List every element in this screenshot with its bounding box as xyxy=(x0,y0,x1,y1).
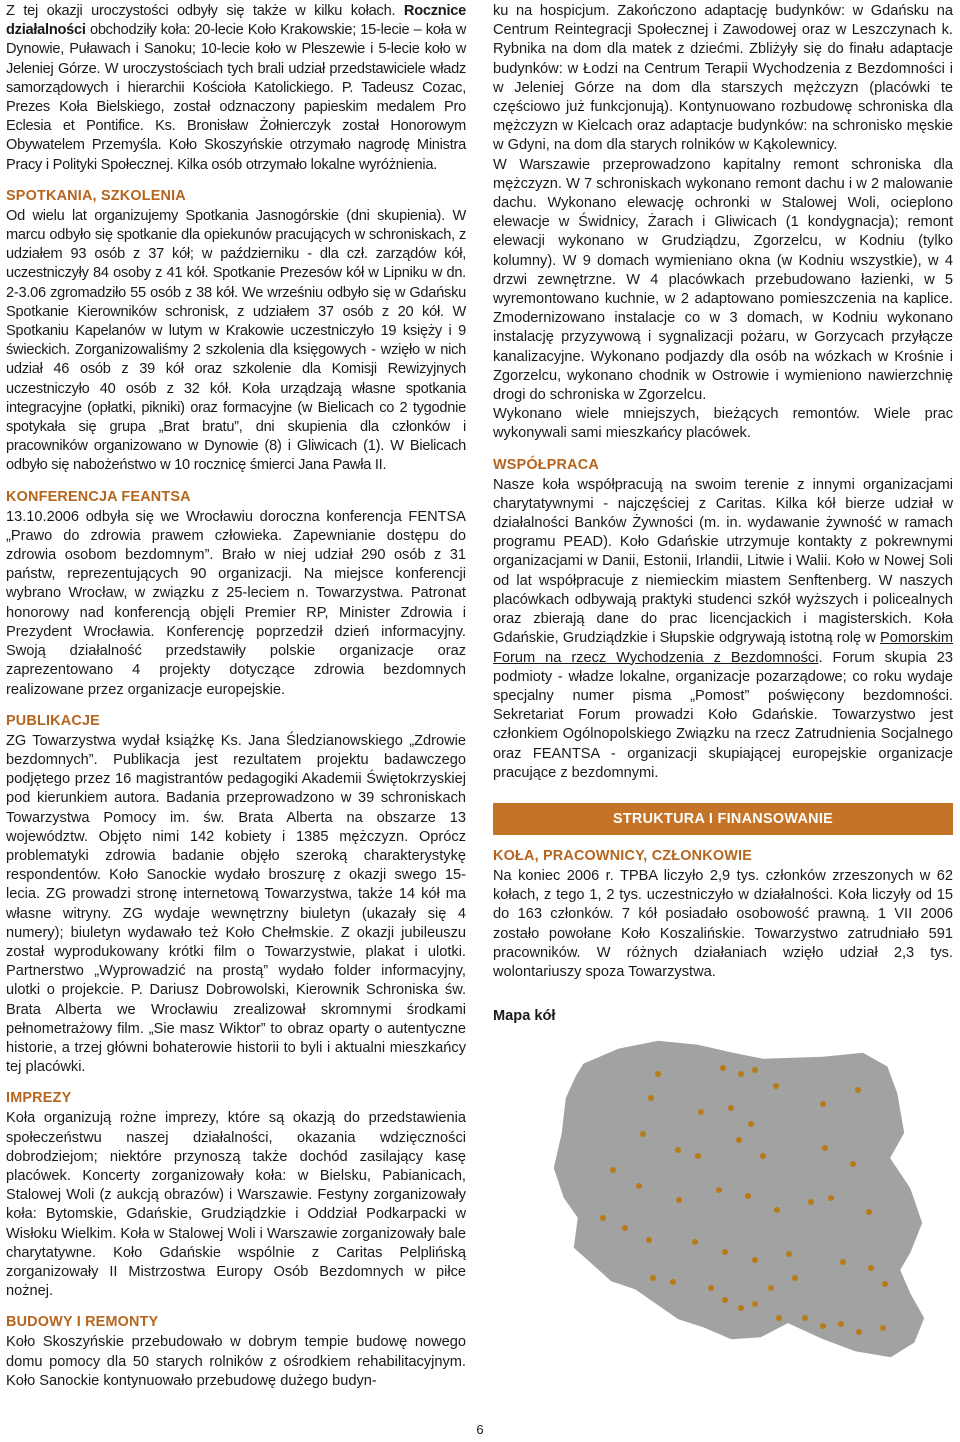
imprezy-paragraph: Koła organizują rożne imprezy, które są okazją do przedstawienia społeczeństwu naszej działalności, okazania wdzięczności dobrodziejom; niektóre przynoszą także dochód zasilający kasę placówek. Koncerty zorganizowały koła: w Bielsku, Pabianicach, Stalowej Woli (z aukcją obrazów) i Warszawie. Festyny zorganizowały koła: Bytomskie, Gdańskie, Grudziądzkie i Oddział Podkarpacki w Wisłoku Wielkim. Koła w Stalowej Woli i Warszawie zorganizowały bale charytatywne. Koło Gdańskie wspólnie z Caritas Pelplińską zorganizowały II Mistrzostwa Europy Osób Bezdomnych w piłce nożnej. xyxy=(6,1110,466,1300)
kolo-location-dot xyxy=(648,1095,654,1101)
kolo-location-dot xyxy=(708,1285,714,1291)
kolo-location-dot xyxy=(850,1161,856,1167)
kolo-location-dot xyxy=(716,1187,722,1193)
poland-map xyxy=(493,1038,953,1368)
budowy-paragraph-continued: ku na hospicjum. Zakończono adaptację budynków: w Gdańsku na Centrum Reintegracji Społecznej i Zawodowej oraz w Leszczynach k. Rybnika na dom dla matek z dziećmi. Zbliżyły się do finału adaptacje budynków: w Łodzi na Centrum Terapii Wychodzenia z Bezdomności i w Jeleniej Górze na dom dla starszych mężczyzn (placówki te częściowo już funkcjonują). Kontynuowano rozbudowę schroniska dla mężczyzn w Kielcach oraz adaptacje budynków: na schronisko męskie w Gdyni, na dom dla starych rolników w Kąkolewnicy. xyxy=(493,3,953,154)
section-heading-spotkania: SPOTKANIA, SZKOLENIA xyxy=(6,187,186,204)
kolo-location-dot xyxy=(882,1281,888,1287)
kolo-location-dot xyxy=(622,1225,628,1231)
kolo-location-dot xyxy=(752,1067,758,1073)
kolo-location-dot xyxy=(828,1195,834,1201)
left-column xyxy=(6,2,466,1391)
kolo-location-dot xyxy=(738,1305,744,1311)
section-heading-feantsa: KONFERENCJA FEANTSA xyxy=(6,488,191,505)
kolo-location-dot xyxy=(820,1323,826,1329)
kolo-location-dot xyxy=(695,1153,701,1159)
feantsa-paragraph: 13.10.2006 odbyła się we Wrocławiu doroczna konferencja FENTSA „Prawo do zdrowia prawem człowieka. Zapewnianie dostępu do zdrowia osobom bezdomnym”. Brało w niej udział 290 osób z 31 państw, reprezentujących 90 organizacji. Na miejsce konferencji wybrano Wrocław, w związku z 25-leciem n. Towarzystwa. Patronat honorowy nad konferencją objęli Premier RP, Minister Zdrowia i Prezydent Wrocławia. Konferencję poprzedził dzień informacyjny. Swoją działalność przedstawiły polskie organizacje oraz zaprezentowano 4 projekty dotyczące zdrowia bezdomnych realizowane przez organizacje europejskie. xyxy=(6,508,466,698)
kolo-location-dot xyxy=(722,1297,728,1303)
section-heading-wspolpraca: WSPÓŁPRACA xyxy=(493,456,599,473)
kolo-location-dot xyxy=(776,1315,782,1321)
budowy-paragraph-mniejsze: Wykonano wiele mniejszych, bieżących remontów. Wiele prac wykonywali sami mieszkańcy placówek. xyxy=(493,406,953,442)
kolo-location-dot xyxy=(880,1325,886,1331)
kolo-location-dot xyxy=(610,1167,616,1173)
kolo-location-dot xyxy=(646,1237,652,1243)
section-heading-kola: KOŁA, PRACOWNICY, CZŁONKOWIE xyxy=(493,847,753,864)
kolo-location-dot xyxy=(822,1145,828,1151)
kolo-location-dot xyxy=(752,1257,758,1263)
kolo-location-dot xyxy=(838,1321,844,1327)
kolo-location-dot xyxy=(736,1137,742,1143)
kolo-location-dot xyxy=(774,1207,780,1213)
kolo-location-dot xyxy=(752,1301,758,1307)
budowy-paragraph-warszawa: W Warszawie przeprowadzono kapitalny remont schroniska dla mężczyzn. W 7 schroniskach wykonano remont dachu i w 2 malowanie dachu. Wykonano elewację ochronki w Stalowej Woli, ocieplono elewacje w Świdnicy, Żarach i Gliwicach (1 kondygnacja); remont elewacji wykonano w Grudziądzu, Zgorzelcu, w Kodniu (tylko kolumny). W 9 domach wymieniano okna (w Kodniu wszystkie), w 4 drzwi zewnętrzne. W 4 placówkach przebudowano łazienki, w 5 wyremontowano kuchnie, w 2 adaptowano pomieszczenia na kaplice. Zmodernizowano instalacje co w 3 domach, w Kodniu wykonano instalację przyzywową i sygnalizacji pożaru, w Gorzycach przyłącze kanalizacyjne. Wykonano podjazdy dla osób na wózkach w Krośnie i Zgorzelcu, wykonano chodnik w Ostrowie i wymieniono nawierzchnię drogi do schroniska w Zgorzelcu. xyxy=(493,156,953,404)
publikacje-paragraph: ZG Towarzystwa wydał książkę Ks. Jana Śledzianowskiego „Zdrowie bezdomnych”. Publikacja jest rezultatem projektu badawczego podjętego przez 16 magistrantów pedagogiki Akademii Świętokrzyskiej pod kierunkiem autora. Badania przeprowadzono w 39 schroniskach Towarzystwa Pomocy im. św. Brata Alberta na obszarze 13 województw. Objęto nimi 142 kobiety i 1385 mężczyzn. Oprócz problematyki zdrowia badanie objęło szeroką charakterystykę respondentów. Koło Sanockie wydało broszurę z okazji swego 15-lecia. ZG prowadzi stronę internetową Towarzystwa, także 14 kół ma własne witryny. ZG wydaje wewnętrzny biuletyn (ukazały się 4 numery); biuletyn wydawało też Koło Chełmskie. Z okazji jubileuszu został wyprodukowany krótki film o Towarzystwie, plakat i ulotki. Partnerstwo „Wyprowadzić na prostą” wydało folder informacyjny, ulotki o projekcie. P. Dariusz Dobrowolski, Kierownik Schroniska św. Brata Alberta we Wrocławiu zrealizował skromnymi środkami pełnometrażowy film. „Sie masz Wiktor” to obraz oparty o autentyczne historie, a trzej główni bohaterowie historii to byli i aktualni mieszkańcy tej placówki. xyxy=(6,732,466,1076)
kolo-location-dot xyxy=(692,1239,698,1245)
section-banner-struktura: STRUKTURA I FINANSOWANIE xyxy=(493,803,953,835)
kolo-location-dot xyxy=(866,1209,872,1215)
kolo-location-dot xyxy=(748,1121,754,1127)
map-title: Mapa kół xyxy=(493,1008,556,1025)
kolo-location-dot xyxy=(676,1197,682,1203)
kolo-location-dot xyxy=(675,1147,681,1153)
kolo-location-dot xyxy=(636,1183,642,1189)
intro-bold: Rocznice działalności xyxy=(6,3,466,39)
kolo-location-dot xyxy=(640,1131,646,1137)
kolo-location-dot xyxy=(760,1153,766,1159)
kolo-location-dot xyxy=(720,1065,726,1071)
wspolpraca-paragraph: Nasze koła współpracują na swoim terenie z innymi organizacjami charytatywnymi - najczęściej z Caritas. Kilka kół bierze udział w działalności Banków Żywności (m. in. wydawanie żywność w ramach programu PEAD). Koło Gdańskie utrzymuje kontakty z pokrewnymi organizacjami w Danii, Estonii, Irlandii, Litwie i Walii. Koło w Nowej Soli od lat współpracuje z niemieckim miastem Senftenberg. W naszych placówkach odbywają praktyki studenci szkół wyższych i policealnych oraz zbierają dane do prac licencjackich i magisterskich. Koła Gdańskie, Grudziądzkie i Słupskie odgrywają istotną rolę w Pomorskim Forum na rzecz Wychodzenia z Bezdomności. Forum skupia 23 podmioty - władze lokalne, organizacje pozarządowe; co roku wydaje specjalny numer pisma „Pomost” poświęcony bezdomności. Sekretariat Forum prowadzi Koło Gdańskie. Towarzystwo jest członkiem Ogólnopolskiego Związku na rzecz Zatrudnienia Socjalnego oraz FEANTSA - organizacji skupiającej europejskie organizacje pracujące z bezdomnymi. xyxy=(493,476,953,781)
spotkania-paragraph: Od wielu lat organizujemy Spotkania Jasnogórskie (dni skupienia). W marcu odbyło się spotkanie dla opiekunów pracujących w schroniskach, z udziałem 93 osób z 37 kół; w październiku - dla czł. zarządów kół, uczestniczyły 84 osoby z 41 kół. Spotkanie Prezesów kół w Lipniku w dn. 2-3.06 zgromadziło 55 osób z 38 kół. We wrześniu odbyło się w Gdańsku Spotkanie Kierowników schronisk, z udziałem 37 osób z 20 kół. W Spotkaniu Kapelanów w lutym w Krakowie uczestniczyło 19 księży i 9 świeckich. Zorganizowaliśmy 2 szkolenia dla księgowych - wzięło w nich udział 46 osób z 39 kół oraz szkolenie dla Komisji Rewizyjnych uczestniczyło 40 osób z 32 kół. Koła urządzają własne spotkania integracyjne (opłatki, pikniki) oraz formacyjne (w Bielicach co 2 tygodnie spotykała się grupa „Brat bratu”, dni skupienia dla członków i pracowników organizowano w Dynowie (8) i Gliwicach (1). W Bielicach odbyło się nabożeństwo w 10 rocznicę śmierci Jana Pawła II. xyxy=(6,207,466,474)
kolo-location-dot xyxy=(868,1265,874,1271)
kolo-location-dot xyxy=(738,1071,744,1077)
right-column xyxy=(493,2,953,1368)
kolo-location-dot xyxy=(655,1071,661,1077)
kolo-location-dot xyxy=(722,1249,728,1255)
section-heading-publikacje: PUBLIKACJE xyxy=(6,712,100,729)
poland-map-graphic xyxy=(493,1038,953,1368)
pomorskie-forum-link[interactable]: Pomorskim Forum na rzecz Wychodzenia z Bezdomności xyxy=(493,630,953,666)
kolo-location-dot xyxy=(820,1101,826,1107)
kolo-location-dot xyxy=(768,1285,774,1291)
kola-paragraph: Na koniec 2006 r. TPBA liczyło 2,9 tys. członków zrzeszonych w 62 kołach, z tego 1, 2 tys. uczestniczyło w działalności. Koła liczyły od 15 do 163 członków. 7 kół posiadało osobowość prawną. 1 VII 2006 zostało powołane Koło Koszalińskie. Towarzystwo zatrudniało 591 pracowników. W różnych działaniach wzięło udział 2,3 tys. wolontariuszy spoza Towarzystwa. xyxy=(493,867,953,980)
kolo-location-dot xyxy=(808,1199,814,1205)
kolo-location-dot xyxy=(792,1275,798,1281)
poland-outline xyxy=(553,1040,925,1358)
page-number: 6 xyxy=(476,1422,484,1437)
kolo-location-dot xyxy=(786,1251,792,1257)
section-heading-imprezy: IMPREZY xyxy=(6,1090,72,1107)
kolo-location-dot xyxy=(802,1315,808,1321)
kolo-location-dot xyxy=(728,1105,734,1111)
kolo-location-dot xyxy=(773,1083,779,1089)
budowy-paragraph-start: Koło Skoszyńskie przebudowało w dobrym tempie budowę nowego domu pomocy dla 50 starych rolników z ośrodkiem rehabilitacyjnym. Koło Sanockie kontynuowało przebudowę dużego budyn- xyxy=(6,1334,466,1389)
kolo-location-dot xyxy=(650,1275,656,1281)
kolo-location-dot xyxy=(840,1259,846,1265)
kolo-location-dot xyxy=(855,1087,861,1093)
kolo-location-dot xyxy=(698,1109,704,1115)
kolo-location-dot xyxy=(745,1193,751,1199)
kolo-location-dot xyxy=(600,1215,606,1221)
intro-paragraph: Z tej okazji uroczystości odbyły się także w kilku kołach. Rocznice działalności obchodziły koła: 20-lecie Koło Krakowskie; 15-lecie – koła w Dynowie, Puławach i Sanoku; 10-lecie koło w Pleszewie i 5-lecie koło w Jeleniej Górze. W uroczystościach tych brali udział przedstawiciele władz samorządowych i hierarchii Kościoła Katolickiego. P. Tadeusz Cozac, Prezes Koła Bielskiego, został odznaczony papieskim medalem Pro Eclesia et Pontifice. Ks. Bronisław Żołnierczyk został Honorowym Obywatelem Przemyśla. Koło Skoszyńskie otrzymało nagrodę Ministra Pracy i Polityki Społecznej. Kilka osób otrzymało lokalne wyróżnienia. xyxy=(6,3,466,173)
section-heading-budowy: BUDOWY I REMONTY xyxy=(6,1314,159,1331)
kolo-location-dot xyxy=(856,1329,862,1335)
kolo-location-dot xyxy=(670,1279,676,1285)
